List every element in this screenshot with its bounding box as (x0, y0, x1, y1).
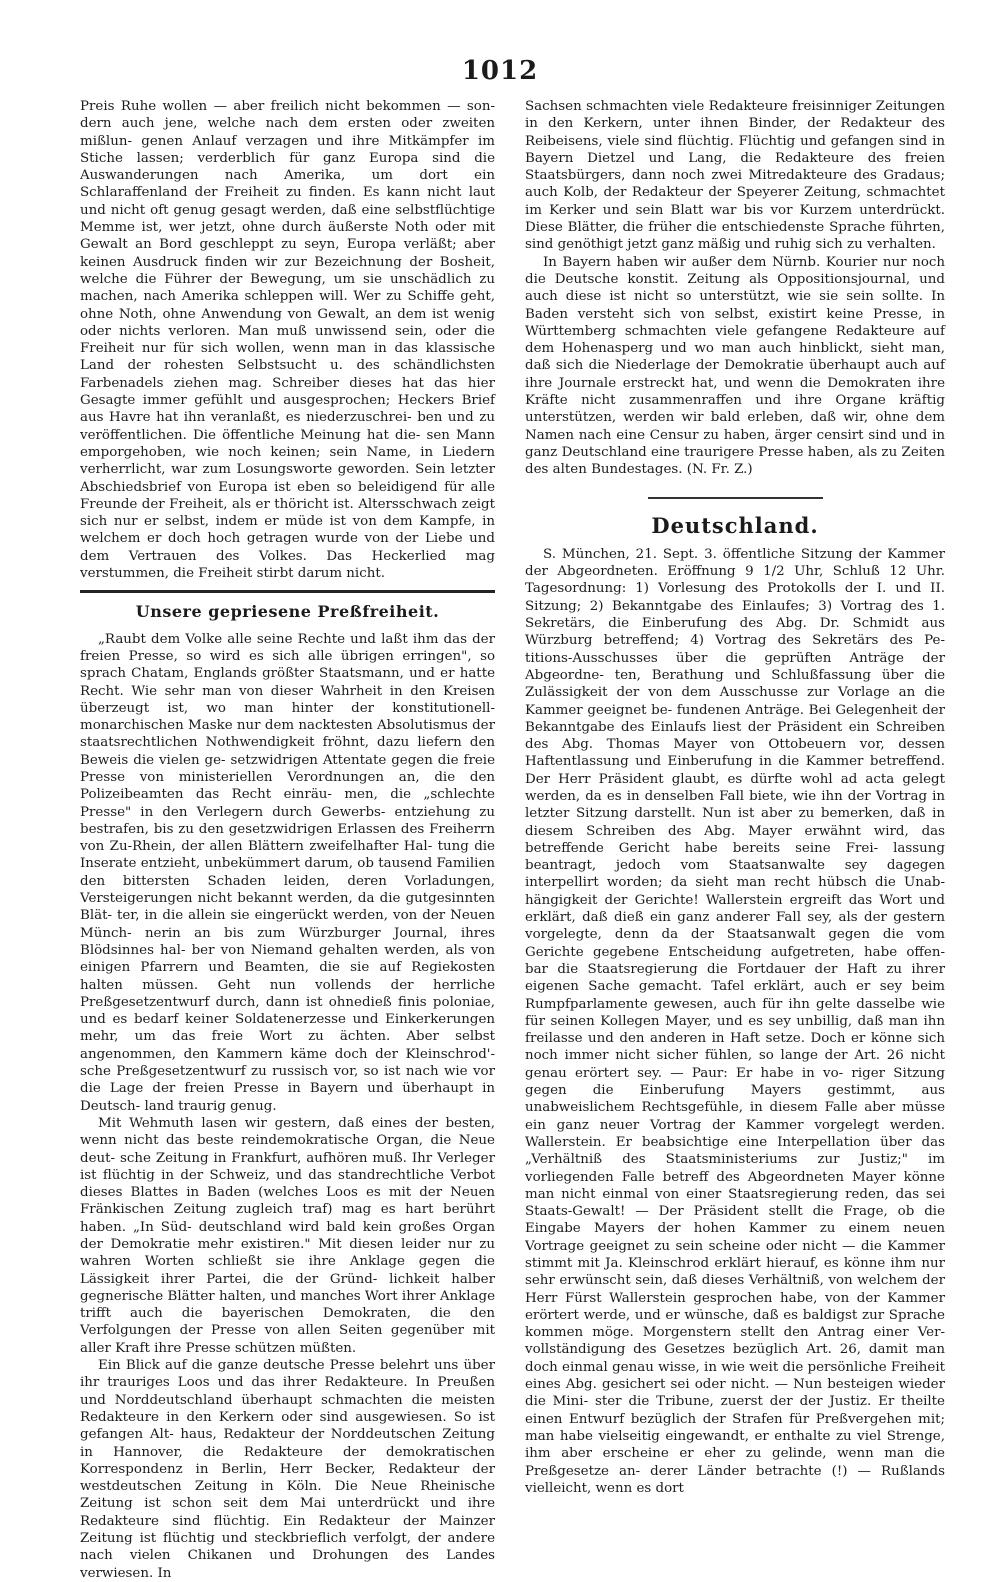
article-paragraph: „Raubt dem Volke alle seine Rechte und laßt ihm das der freien Presse, so wird es sich alle übrigen erringen", so sprach Chatam, Englands größter Staatsmann, und er hatte Recht. Wie sehr man von dieser Wahrheit in den Kreisen überzeugt ist, wo man hinter der konstitutionell-monarchischen Maske nur dem nacktesten Absolutismus der staatsrechtlichen Nothwendigkeit fröhnt, dazu liefern den Beweis die vielen ge- setzwidrigen Attentate gegen die freie Presse von ministeriellen Verordnungen an, die den Polizeibeamten das Recht einräu- men, die „schlechte Presse" in den Verlegern durch Gewerbs- entziehung zu bestrafen, bis zu den gesetzwidrigen Erlassen des Freiherrn von Zu-Rhein, der allen Blättern zweifelhafter Hal- tung die Inserate entzieht, unbekümmert darum, ob tausend Familien den bittersten Schaden leiden, deren Vorladungen, Versteigerungen nicht bekannt werden, da die gutgesinnten Blät- ter, in die allein sie eingerückt werden, von der Neuen Münch- nerin an bis zum Würzburger Journal, ihres Blödsinnes hal- ber von Niemand gehalten werden, als von einigen Pfarrern und Beamten, die sie auf Regiekosten halten müssen. Geht nun vollends der herrliche Preßgesetzentwurf durch, dann ist ohnedieß finis poloniae, und es bedarf keiner Soldatenerzesse und Einkerkerungen mehr, um das freie Wort zu ächten. Aber selbst angenommen, den Kammern käme doch der Kleinschrod'- sche Preßgesetzentwurf zu russisch vor, so ist nach wie vor die Lage der freien Presse in Bayern und überhaupt in Deutsch- land traurig genug. (80, 631, 495, 1114)
left-column (80, 98, 495, 1582)
page-number: 1012 (461, 56, 539, 86)
section-divider (648, 497, 823, 499)
article-heading: Unsere gepriesene Preßfreiheit. (135, 602, 440, 622)
right-intro-paragraph: Sachsen schmachten viele Redakteure freisinniger Zeitungen in den Kerkern, unter ihnen Binder, der Redakteur des Reibeisens, viele sind flüchtig. Flüchtig und gefangen sind in Bayern Dietzel und Lang, die Redakteure des freien Staatsbürgers, dann noch zwei Mitredakteure des Gradaus; auch Kolb, der Redakteur der Speyerer Zeitung, schmachtet im Kerker und sein Blatt war bis vor Kurzem unterdrückt. Diese Blätter, die früher die entschiedenste Sprache führten, sind genöthigt jetzt ganz mäßig und ruhig sich zu verhalten. (525, 99, 945, 253)
article-paragraph: Ein Blick auf die ganze deutsche Presse belehrt uns über ihr trauriges Loos und das ihrer Redakteure. In Preußen und Norddeutschland überhaupt schmachten die meisten Redakteure in den Kerkern oder sind ausgewiesen. So ist gefangen Alt- haus, Redakteur der Norddeutschen Zeitung in Hannover, die Redakteure der demokratischen Korrespondenz in Berlin, Herr Becker, Redakteur der westdeutschen Zeitung in Köln. Die Neue Rheinische Zeitung ist schon seit dem Mai unterdrückt und ihre Redakteure sind flüchtig. Ein Redakteur der Mainzer Zeitung ist flüchtig und steckbrieflich verfolgt, der andere nach vielen Chikanen und Drohungen des Landes verwiesen. In (80, 1358, 495, 1581)
section-divider (80, 590, 495, 593)
report-paragraph: S. München, 21. Sept. 3. öffentliche Sitzung der Kammer der Abgeordneten. Eröffnung 9 1/2 Uhr, Schluß 12 Uhr. Tagesordnung: 1) Vorlesung des Protokolls der I. und II. Sitzung; 2) Bekanntgabe des Einlaufes; 3) Vortrag des 1. Sekretärs, die Einberufung des Abg. Dr. Schmidt aus Würzburg betreffend; 4) Vortrag des Sekretärs des Pe- titions-Ausschusses über die geprüften Anträge der Abgeordne- ten, Berathung und Schlußfassung über die Zulässigkeit der von dem Ausschusse zur Vorlage an die Kammer geeignet be- fundenen Anträge. Bei Gelegenheit der Bekanntgabe des Einlaufs liest der Präsident ein Schreiben des Abg. Thomas Mayer von Ottobeuern vor, dessen Haftentlassung und Einberufung in die Kammer betreffend. Der Herr Präsident glaubt, es dürfte wohl ad acta gelegt werden, da es in denselben Fall biete, wie ihn der Vortrag in letzter Sitzung darstellt. Nun ist aber zu bemerken, daß in diesem Schreiben des Abg. Mayer erwähnt wird, das betreffende Gericht habe bereits seine Frei- lassung beantragt, jedoch vom Staatsanwalte sey dagegen interpellirt worden; da sieht man recht hübsch die Unab- hängigkeit der Gerichte! Wallerstein ergreift das Wort und erklärt, daß dieß ein ganz anderer Fall sey, als der gestern vorgelegte, denn da der Staatsanwalt gegen die vom Gerichte gegebene Entscheidung aufgetreten, habe offen- bar die Staatsregierung die Fortdauer der Haft zu ihrer eigenen Sache gemacht. Tafel erklärt, auch er sey beim Rumpfparlamente gewesen, auch für ihn gelte dasselbe wie für seinen Kollegen Mayer, und es sey unbillig, daß man ihn freilasse und den anderen in Haft setze. Doch er könne sich noch immer nicht sicher fühlen, so lange der Art. 26 nicht genau erörtert sey. — Paur: Er habe in vo- riger Sitzung gegen die Einberufung Mayers gestimmt, aus unabweislichem Rechtsgefühle, in diesem Falle aber müsse ein ganz neuer Vortrag der Kammer vorgelegt werden. Wallerstein. Er beabsichtige eine Interpellation über das „Verhältniß des Staatsministeriums zur Justiz;" im vorliegenden Falle betreff des Abgeordneten Mayer könne man nicht einmal von einer Staatsregierung reden, das sei Staats-Gewalt! — Der Präsident stellt die Frage, ob die Eingabe Mayers der hohen Kammer zu einem neuen Vortrage geeignet zu sein scheine oder nicht — die Kammer stimmt mit Ja. Kleinschrod erklärt hierauf, es könne ihm nur sehr erwünscht sein, daß dieses Verhältniß, von welchem der Herr Fürst Wallerstein gesprochen habe, von der Kammer erörtert werde, und er wünsche, daß es baldigst zur Sprache kommen möge. Morgenstern stellt den Antrag einer Ver- vollständigung des Gesetzes bezüglich Art. 26, damit man doch einmal genau wisse, in wie weit die persönliche Freiheit eines Abg. gesichert sei oder nicht. — Nun besteigen wieder die Mini- ster die Tribune, zuerst der der Justiz. Er theilte einen Entwurf bezüglich der Strafen für Preßvergehen mit; man habe vielseitig eingewandt, er enthalte zu viel Strenge, ihm aber erscheine er eher zu gelinde, wenn man die Preßgesetze an- derer Länder betrachte (!) — Rußlands vielleicht, wenn es dort (525, 546, 945, 1496)
section-heading: Deutschland. (651, 512, 819, 538)
right-intro-paragraph: In Bayern haben wir außer dem Nürnb. Kourier nur noch die Deutsche konstit. Zeitung als Oppositionsjournal, und auch diese ist nicht so unterstützt, wie sie sein sollte. In Baden versteht sich von selbst, existirt keine Presse, in Württemberg schmachten viele gefangene Redakteure auf dem Hohenasperg und wo man auch hinblickt, sieht man, daß sich die Niederlage der Demokratie überhaupt auch auf ihre Journale erstreckt hat, und wenn die Demokraten ihre Kräfte nicht zusammenraffen und ihre Organe kräftig unterstützen, werden wir bald erleben, daß wir, ohne dem Namen nach eine Censur zu haben, ärger censirt sind und in ganz Deutschland eine traurigere Presse haben, als zu Zeiten des alten Bundestages. (N. Fr. Z.) (525, 254, 945, 478)
article-paragraph: Mit Wehmuth lasen wir gestern, daß eines der besten, wenn nicht das beste reindemokratische Organ, die Neue deut- sche Zeitung in Frankfurt, aufhören muß. Ihr Verleger ist flüchtig in der Schweiz, und das standrechtliche Verbot dieses Blattes in Baden (welches Loos es mit der Neuen Fränkischen Zeitung zugleich traf) mag es hart berührt haben. „In Süd- deutschland wird bald kein großes Organ der Demokratie mehr existiren." Mit diesen leider nur zu wahren Worten schließt sie ihre Anklage gegen die Lässigkeit ihrer Partei, die der Gründ- lichkeit halber gegnerische Blätter halten, und manches Wort ihrer Anklage trifft auch die bayerischen Demokraten, die den Verfolgungen der Presse von allen Seiten gegenüber mit aller Kraft ihre Presse schützen müßten. (80, 1115, 495, 1356)
left-intro-paragraph: Preis Ruhe wollen — aber freilich nicht bekommen — son- dern auch jene, welche nach dem ersten oder zweiten mißlun- genen Anlauf verzagen und ihre Mitkämpfer im Stiche lassen; verderblich für ganz Europa sind die Auswanderungen nach Amerika, um dort ein Schlaraffenland der Freiheit zu finden. Es kann nicht laut und nicht oft genug gesagt werden, daß eine selbstflüchtige Memme ist, wer jetzt, ohne durch äußerste Noth oder mit Gewalt an Bord geschleppt zu seyn, Europa verläßt; aber keinen Ausdruck finden wir zur Bezeichnung der Bosheit, welche die Führer der Bewegung, um sie unschädlich zu machen, nach Amerika schleppen will. Wer zu Schiffe geht, ohne Noth, ohne Anwendung von Gewalt, an dem ist wenig oder nichts verloren. Man muß unwissend sein, oder die Freiheit nur für sich wollen, wenn man in das klassische Land der rohesten Selbstsucht u. des schändlichsten Farbenadels ziehen mag. Schreiber dieses hat das hier Gesagte immer gefühlt und ausgesprochen; Heckers Brief aus Havre hat ihn veranlaßt, es niederzuschrei- ben und zu veröffentlichen. Die öffentliche Meinung hat die- sen Mann emporgehoben, wie noch keinen; sein Name, in Liedern verherrlicht, war zum Losungsworte geworden. Sein letzter Abschiedsbrief von Europa ist eben so beleidigend für alle Freunde der Freiheit, als er thöricht ist. Altersschwach zeigt sich nur er selbst, indem er müde ist von dem Kampfe, in welchem er doch hoch getragen wurde von der Liebe und dem Vertrauen des Volkes. Das Heckerlied mag verstummen, die Freiheit stirbt darum nicht. (80, 99, 495, 582)
right-column (525, 98, 945, 1497)
